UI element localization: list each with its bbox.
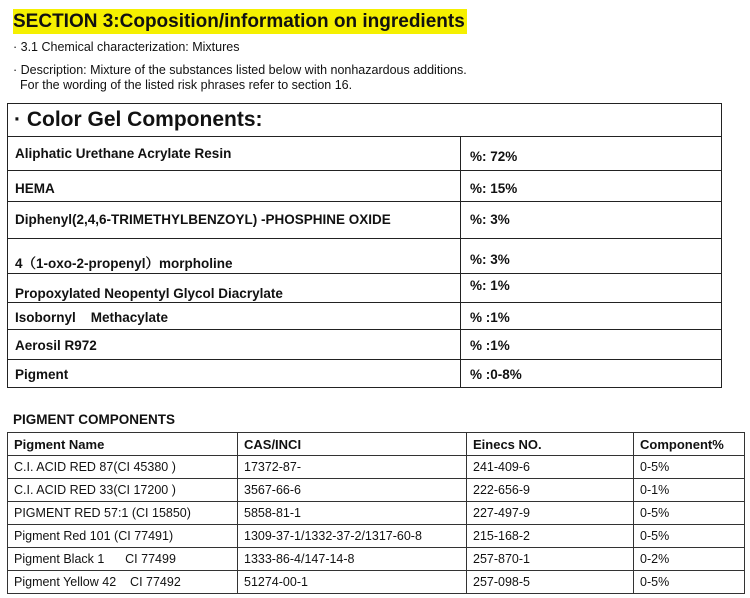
color-gel-heading: · Color Gel Components: — [8, 104, 721, 137]
pigment-components-title: PIGMENT COMPONENTS — [13, 412, 176, 427]
einecs-no: 227-497-9 — [467, 502, 634, 525]
component-percent: 0-1% — [634, 479, 745, 502]
component-percent: 0-5% — [634, 571, 745, 594]
einecs-no: 215-168-2 — [467, 525, 634, 548]
einecs-no: 241-409-6 — [467, 456, 634, 479]
gel-component-name: Aerosil R972 — [15, 338, 97, 353]
header-einecs-no: Einecs NO. — [467, 433, 634, 456]
gel-component-percent: %: 3% — [470, 212, 510, 227]
gel-row — [8, 360, 721, 387]
pigment-name: PIGMENT RED 57:1 (CI 15850) — [8, 502, 238, 525]
cas-inci: 51274-00-1 — [238, 571, 467, 594]
einecs-no: 222-656-9 — [467, 479, 634, 502]
einecs-no: 257-870-1 — [467, 548, 634, 571]
table-row — [8, 548, 745, 571]
gel-row — [8, 202, 721, 239]
cas-inci: 17372-87- — [238, 456, 467, 479]
gel-row — [8, 171, 721, 202]
component-percent: 0-5% — [634, 502, 745, 525]
gel-row — [8, 137, 721, 171]
component-percent: 0-5% — [634, 525, 745, 548]
cas-inci: 5858-81-1 — [238, 502, 467, 525]
column-divider — [460, 202, 461, 238]
column-divider — [460, 171, 461, 201]
pigment-name: C.I. ACID RED 33(CI 17200 ) — [8, 479, 238, 502]
column-divider — [460, 274, 461, 302]
header-cas-inci: CAS/INCI — [238, 433, 467, 456]
table-row — [8, 479, 745, 502]
header-pigment-name: Pigment Name — [8, 433, 238, 456]
column-divider — [460, 239, 461, 273]
pigment-name: Pigment Black 1 CI 77499 — [8, 548, 238, 571]
cas-inci: 3567-66-6 — [238, 479, 467, 502]
column-divider — [460, 330, 461, 359]
description-line-2: For the wording of the listed risk phrases refer to section 16. — [20, 78, 353, 92]
gel-component-name: Propoxylated Neopentyl Glycol Diacrylate — [15, 286, 283, 301]
header-component-percent: Component% — [634, 433, 745, 456]
pigment-table — [7, 432, 745, 594]
color-gel-table — [7, 103, 722, 388]
table-row — [8, 456, 745, 479]
gel-row — [8, 330, 721, 360]
gel-component-name: HEMA — [15, 181, 55, 196]
component-percent: 0-2% — [634, 548, 745, 571]
cas-inci: 1333-86-4/147-14-8 — [238, 548, 467, 571]
einecs-no: 257-098-5 — [467, 571, 634, 594]
section-title: SECTION 3:Coposition/information on ingredients — [13, 11, 465, 32]
gel-row — [8, 239, 721, 274]
column-divider — [460, 360, 461, 387]
gel-component-name: Aliphatic Urethane Acrylate Resin — [15, 146, 232, 161]
table-row — [8, 525, 745, 548]
gel-component-percent: %: 15% — [470, 181, 518, 196]
pigment-name: C.I. ACID RED 87(CI 45380 ) — [8, 456, 238, 479]
gel-component-name: 4（1-oxo-2-propenyl）morpholine — [15, 256, 233, 271]
column-divider — [460, 303, 461, 329]
gel-component-name: Pigment — [15, 367, 69, 382]
gel-component-percent: %: 1% — [470, 278, 510, 293]
description-line-1: · Description: Mixture of the substances listed below with nonhazardous additions. — [13, 63, 467, 77]
gel-component-name: Isobornyl Methacylate — [15, 310, 169, 325]
table-row — [8, 502, 745, 525]
gel-component-percent: %: 72% — [470, 149, 518, 164]
gel-component-percent: % :1% — [470, 310, 510, 325]
gel-component-percent: %: 3% — [470, 252, 510, 267]
cas-inci: 1309-37-1/1332-37-2/1317-60-8 — [238, 525, 467, 548]
component-percent: 0-5% — [634, 456, 745, 479]
table-row — [8, 571, 745, 594]
gel-row — [8, 274, 721, 303]
pigment-name: Pigment Yellow 42 CI 77492 — [8, 571, 238, 594]
gel-component-percent: % :1% — [470, 338, 510, 353]
gel-component-name: Diphenyl(2,4,6-TRIMETHYLBENZOYL) -PHOSPHINE OXIDE — [15, 212, 391, 227]
chem-characterization: · 3.1 Chemical characterization: Mixtures — [13, 40, 240, 54]
column-divider — [460, 137, 461, 170]
gel-row — [8, 303, 721, 330]
gel-component-percent: % :0-8% — [470, 367, 522, 382]
pigment-table-header — [8, 433, 745, 456]
pigment-name: Pigment Red 101 (CI 77491) — [8, 525, 238, 548]
